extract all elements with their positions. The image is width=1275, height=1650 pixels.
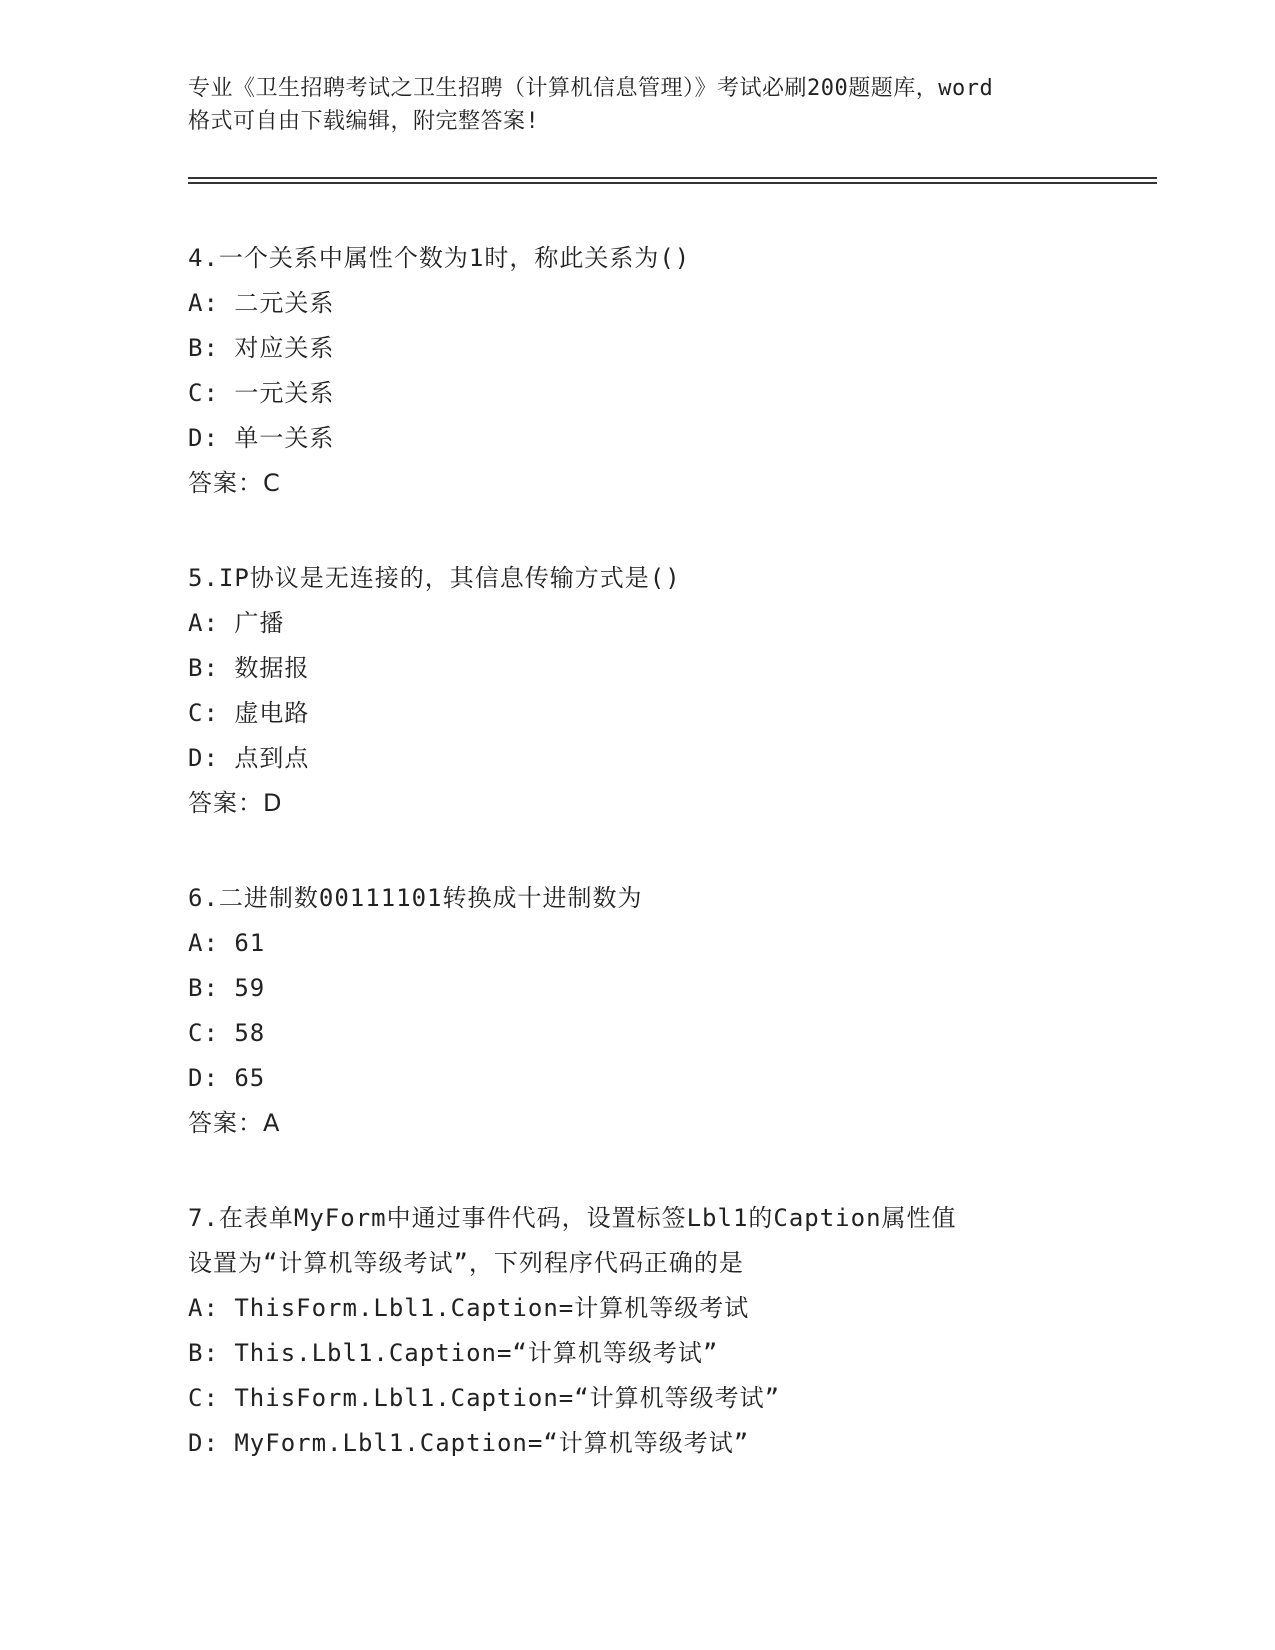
option-c: C: 虚电路	[188, 699, 310, 727]
option-b: B: This.Lbl1.Caption=“计算机等级考试”	[188, 1339, 719, 1367]
question-stem: 6.二进制数00111101转换成十进制数为	[188, 884, 643, 912]
option-c: C: ThisForm.Lbl1.Caption=“计算机等级考试”	[188, 1384, 781, 1412]
option-c: C: 一元关系	[188, 379, 335, 407]
option-d: D: MyForm.Lbl1.Caption=“计算机等级考试”	[188, 1429, 750, 1457]
option-b: B: 对应关系	[188, 334, 335, 362]
answer: 答案：A	[188, 1109, 281, 1137]
question-stem: 4.一个关系中属性个数为1时，称此关系为()	[188, 244, 691, 272]
option-d: D: 单一关系	[188, 424, 335, 452]
header-divider-bottom	[188, 182, 1157, 184]
option-a: A: 61	[188, 929, 266, 957]
header-line-2: 格式可自由下载编辑，附完整答案!	[188, 109, 540, 134]
option-a: A: ThisForm.Lbl1.Caption=计算机等级考试	[188, 1294, 750, 1322]
header-line-1: 专业《卫生招聘考试之卫生招聘（计算机信息管理）》考试必刷200题题库，word	[188, 76, 994, 101]
question-stem-line-2: 设置为“计算机等级考试”，下列程序代码正确的是	[188, 1249, 744, 1277]
option-d: D: 65	[188, 1064, 266, 1092]
question-7	[188, 1196, 1088, 1466]
option-d: D: 点到点	[188, 744, 310, 772]
question-6	[188, 876, 1088, 1146]
option-c: C: 58	[188, 1019, 266, 1047]
question-stem: 5.IP协议是无连接的，其信息传输方式是()	[188, 564, 681, 592]
header-divider-top	[188, 177, 1157, 179]
option-b: B: 数据报	[188, 654, 310, 682]
question-stem-line-1: 7.在表单MyForm中通过事件代码，设置标签Lbl1的Caption属性值	[188, 1204, 957, 1232]
question-4	[188, 236, 1088, 506]
option-b: B: 59	[188, 974, 266, 1002]
question-5	[188, 556, 1088, 826]
option-a: A: 二元关系	[188, 289, 335, 317]
answer: 答案：D	[188, 789, 283, 817]
document-header	[188, 72, 1088, 138]
answer: 答案：C	[188, 469, 281, 497]
option-a: A: 广播	[188, 609, 285, 637]
